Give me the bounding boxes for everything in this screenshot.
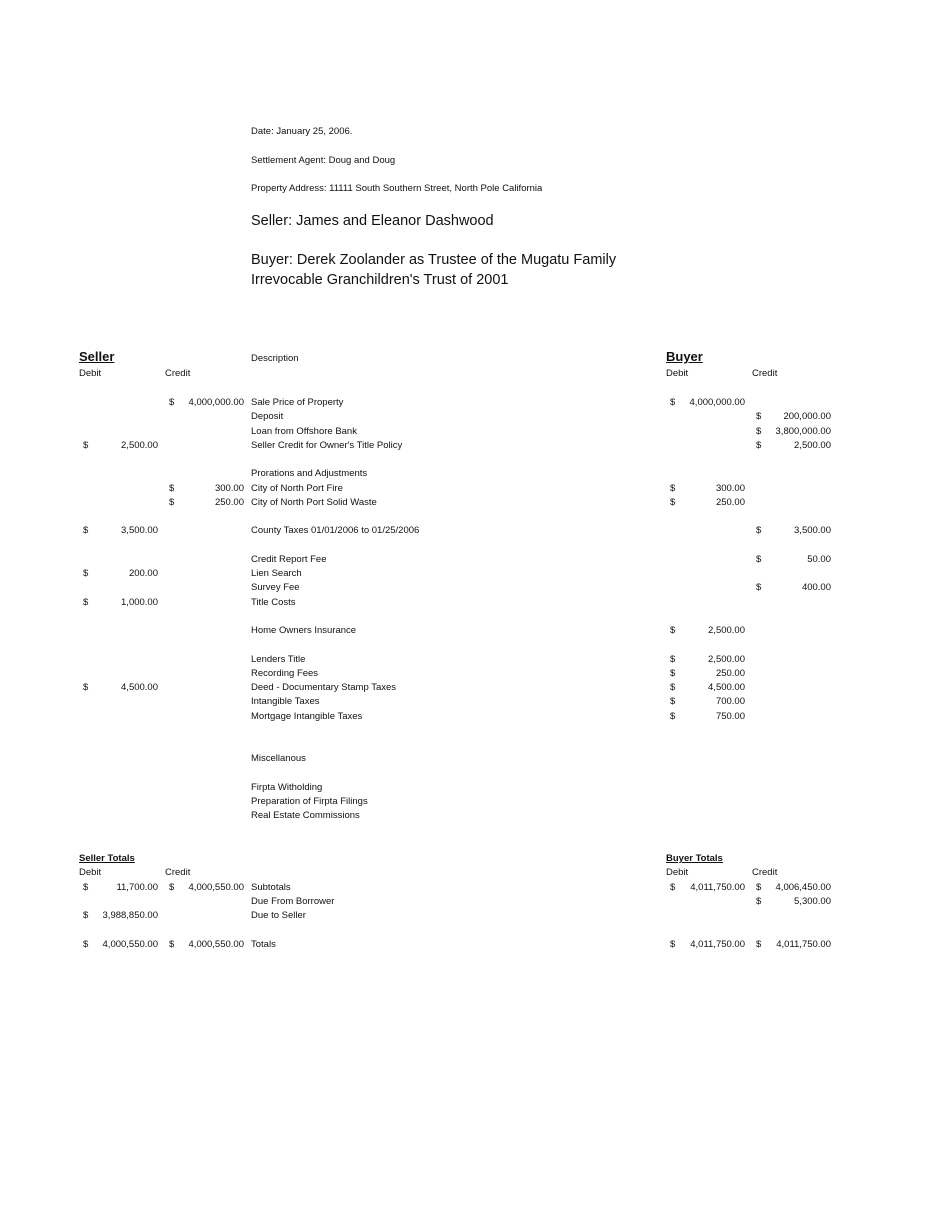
- total-description: Due From Borrower: [251, 896, 335, 907]
- currency-symbol: $: [756, 525, 762, 536]
- total-s-credit-amount: 4,000,550.00: [188, 882, 244, 893]
- total-b-credit-amount: 4,011,750.00: [776, 939, 831, 950]
- line-item-b-debit-amount: 2,500.00: [708, 654, 745, 665]
- currency-symbol: $: [756, 939, 762, 950]
- total-b-credit-amount: 5,300.00: [794, 896, 831, 907]
- currency-symbol: $: [169, 497, 175, 508]
- total-b-debit-amount: 4,011,750.00: [690, 939, 745, 950]
- currency-symbol: $: [169, 397, 175, 408]
- settlement-agent-line: Settlement Agent: Doug and Doug: [251, 155, 396, 166]
- buyer-column-header: Buyer: [666, 349, 703, 364]
- currency-symbol: $: [670, 497, 676, 508]
- line-item-description: Survey Fee: [251, 582, 300, 593]
- buyer-line-2: Irrevocable Granchildren's Trust of 2001: [251, 272, 509, 288]
- date-line: Date: January 25, 2006.: [251, 126, 353, 137]
- line-item-b-credit-amount: 3,500.00: [794, 525, 831, 536]
- currency-symbol: $: [169, 483, 175, 494]
- line-item-b-debit-amount: 2,500.00: [708, 625, 745, 636]
- seller-totals-credit-header: Credit: [165, 867, 191, 878]
- total-description: Subtotals: [251, 882, 291, 893]
- currency-symbol: $: [756, 426, 762, 437]
- currency-symbol: $: [83, 939, 89, 950]
- currency-symbol: $: [670, 668, 676, 679]
- line-item-description: Prorations and Adjustments: [251, 468, 368, 479]
- description-column-header: Description: [251, 353, 299, 364]
- line-item-description: Lien Search: [251, 568, 302, 579]
- line-item-description: Firpta Witholding: [251, 782, 323, 793]
- line-item-b-debit-amount: 750.00: [715, 711, 745, 722]
- currency-symbol: $: [670, 654, 676, 665]
- line-item-description: Intangible Taxes: [251, 696, 320, 707]
- buyer-credit-header: Credit: [752, 368, 778, 379]
- currency-symbol: $: [670, 939, 676, 950]
- line-item-s-debit-amount: 200.00: [128, 568, 158, 579]
- currency-symbol: $: [756, 554, 762, 565]
- total-s-debit-amount: 4,000,550.00: [102, 939, 158, 950]
- line-item-b-debit-amount: 300.00: [715, 483, 745, 494]
- line-item-description: Title Costs: [251, 597, 296, 608]
- line-item-description: City of North Port Solid Waste: [251, 497, 377, 508]
- buyer-totals-credit-header: Credit: [752, 867, 778, 878]
- line-item-description: Mortgage Intangible Taxes: [251, 711, 363, 722]
- line-item-b-credit-amount: 50.00: [807, 554, 831, 565]
- currency-symbol: $: [756, 582, 762, 593]
- line-item-description: Deed - Documentary Stamp Taxes: [251, 682, 397, 693]
- seller-debit-header: Debit: [79, 368, 102, 379]
- total-s-credit-amount: 4,000,550.00: [188, 939, 244, 950]
- currency-symbol: $: [670, 882, 676, 893]
- line-item-s-debit-amount: 1,000.00: [121, 597, 158, 608]
- line-item-description: City of North Port Fire: [251, 483, 343, 494]
- seller-line: Seller: James and Eleanor Dashwood: [251, 213, 494, 229]
- currency-symbol: $: [83, 910, 89, 921]
- currency-symbol: $: [670, 397, 676, 408]
- line-item-b-debit-amount: 4,000,000.00: [689, 397, 745, 408]
- line-item-description: Miscellanous: [251, 753, 306, 764]
- line-item-b-credit-amount: 400.00: [801, 582, 831, 593]
- currency-symbol: $: [83, 525, 89, 536]
- seller-totals-header: Seller Totals: [79, 853, 135, 864]
- total-b-credit-amount: 4,006,450.00: [775, 882, 831, 893]
- total-description: Due to Seller: [251, 910, 306, 921]
- line-item-description: Recording Fees: [251, 668, 319, 679]
- currency-symbol: $: [756, 411, 762, 422]
- currency-symbol: $: [756, 440, 762, 451]
- currency-symbol: $: [756, 882, 762, 893]
- line-item-description: Credit Report Fee: [251, 554, 327, 565]
- line-item-description: Sale Price of Property: [251, 397, 344, 408]
- line-item-s-debit-amount: 4,500.00: [121, 682, 158, 693]
- currency-symbol: $: [670, 483, 676, 494]
- line-item-s-credit-amount: 300.00: [214, 483, 244, 494]
- line-item-b-debit-amount: 4,500.00: [708, 682, 745, 693]
- property-address-line: Property Address: 11111 South Southern Street, North Pole California: [251, 183, 543, 194]
- buyer-totals-debit-header: Debit: [666, 867, 689, 878]
- line-item-description: Home Owners Insurance: [251, 625, 357, 636]
- line-item-b-credit-amount: 3,800,000.00: [775, 426, 831, 437]
- seller-totals-debit-header: Debit: [79, 867, 102, 878]
- line-item-b-credit-amount: 200,000.00: [783, 411, 831, 422]
- total-s-debit-amount: 11,700.00: [116, 882, 158, 893]
- currency-symbol: $: [670, 696, 676, 707]
- line-item-description: Preparation of Firpta Filings: [251, 796, 368, 807]
- total-description: Totals: [251, 939, 276, 950]
- buyer-debit-header: Debit: [666, 368, 689, 379]
- buyer-line-1: Buyer: Derek Zoolander as Trustee of the Mugatu Family: [251, 252, 617, 268]
- currency-symbol: $: [670, 711, 676, 722]
- currency-symbol: $: [169, 939, 175, 950]
- line-item-description: Loan from Offshore Bank: [251, 426, 357, 437]
- line-item-description: Seller Credit for Owner's Title Policy: [251, 440, 403, 451]
- line-item-description: Deposit: [251, 411, 284, 422]
- line-item-description: County Taxes 01/01/2006 to 01/25/2006: [251, 525, 420, 536]
- line-item-s-debit-amount: 3,500.00: [121, 525, 158, 536]
- total-b-debit-amount: 4,011,750.00: [690, 882, 745, 893]
- seller-column-header: Seller: [79, 349, 115, 364]
- currency-symbol: $: [670, 682, 676, 693]
- line-item-description: Real Estate Commissions: [251, 810, 360, 821]
- line-item-b-debit-amount: 700.00: [715, 696, 745, 707]
- line-item-description: Lenders Title: [251, 654, 306, 665]
- currency-symbol: $: [83, 682, 89, 693]
- seller-credit-header: Credit: [165, 368, 191, 379]
- currency-symbol: $: [670, 625, 676, 636]
- currency-symbol: $: [756, 896, 762, 907]
- line-item-s-debit-amount: 2,500.00: [121, 440, 158, 451]
- currency-symbol: $: [169, 882, 175, 893]
- currency-symbol: $: [83, 440, 89, 451]
- currency-symbol: $: [83, 597, 89, 608]
- buyer-totals-header: Buyer Totals: [666, 853, 723, 864]
- line-item-s-credit-amount: 4,000,000.00: [188, 397, 244, 408]
- line-item-b-credit-amount: 2,500.00: [794, 440, 831, 451]
- line-item-b-debit-amount: 250.00: [715, 497, 745, 508]
- currency-symbol: $: [83, 882, 89, 893]
- total-s-debit-amount: 3,988,850.00: [102, 910, 158, 921]
- currency-symbol: $: [83, 568, 89, 579]
- line-item-b-debit-amount: 250.00: [715, 668, 745, 679]
- line-item-s-credit-amount: 250.00: [214, 497, 244, 508]
